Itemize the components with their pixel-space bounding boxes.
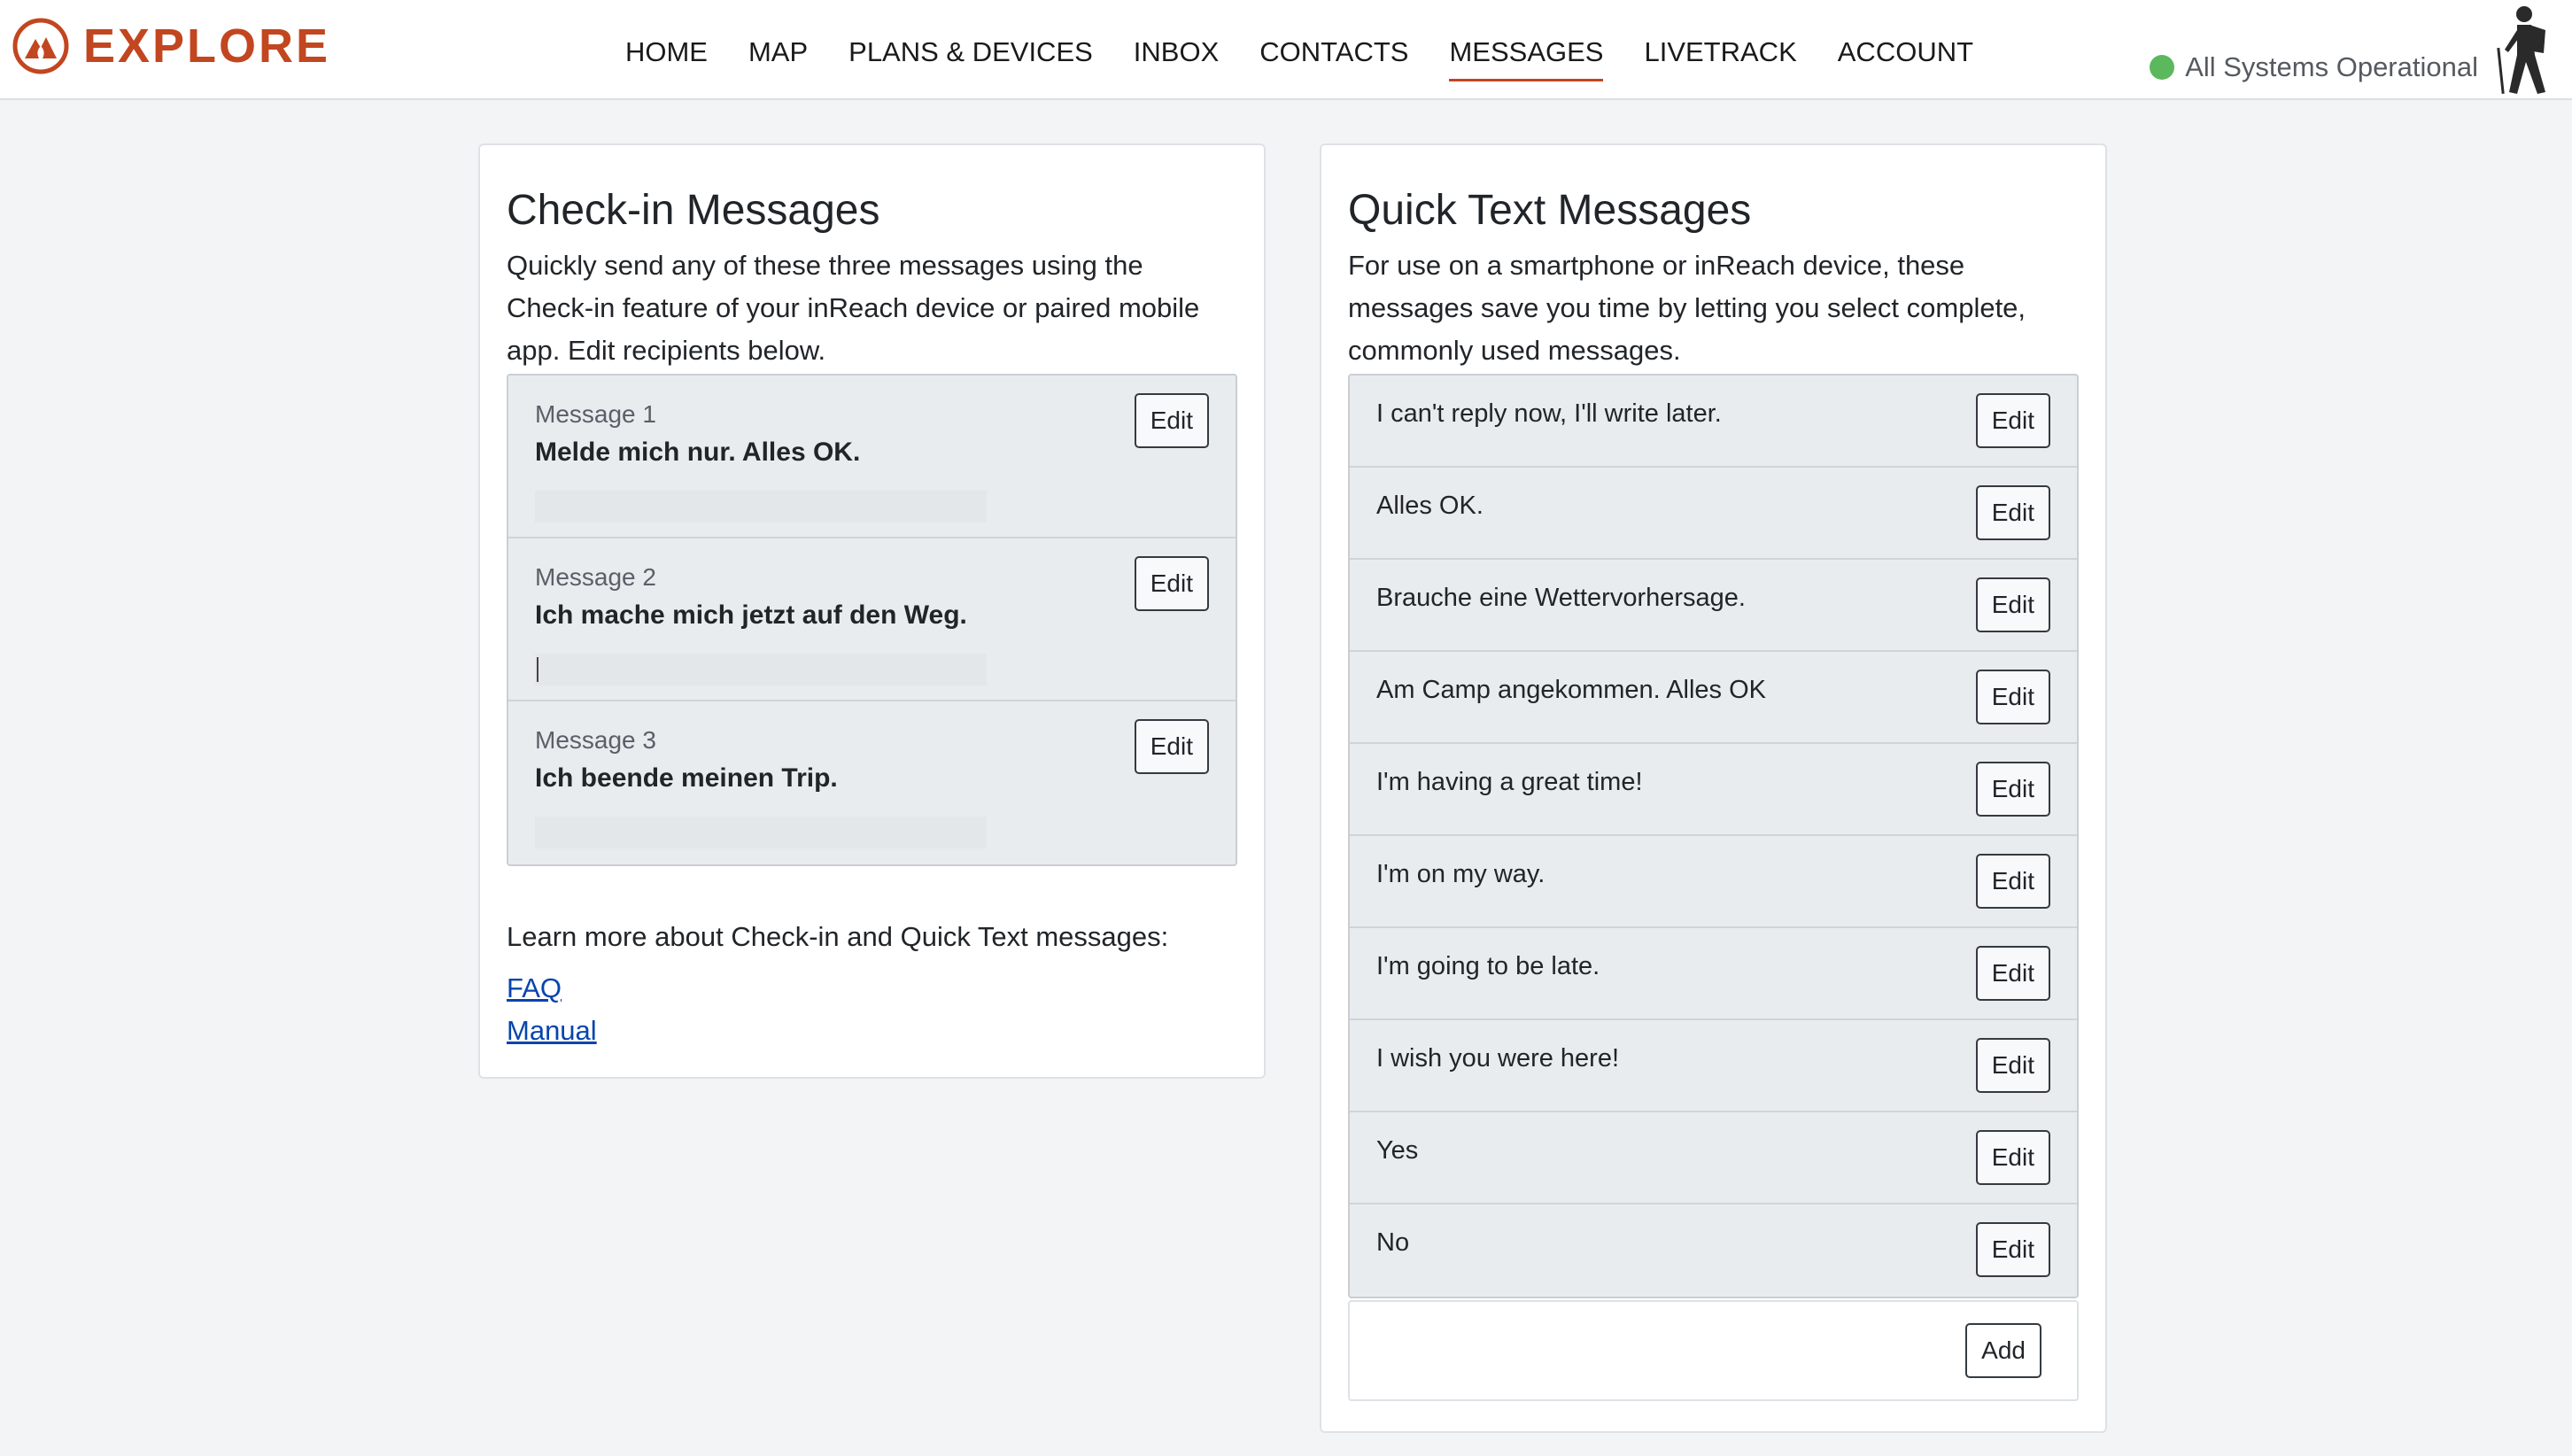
faq-link[interactable]: FAQ <box>507 972 562 1003</box>
list-item <box>1350 468 2077 560</box>
quick-text: Brauche eine Wettervorhersage. <box>1376 584 1746 612</box>
quick-text-messages-card <box>1320 143 2107 1433</box>
nav-messages[interactable]: MESSAGES <box>1449 32 1603 81</box>
list-item <box>1350 560 2077 652</box>
status-dot-icon <box>2150 55 2174 80</box>
checkin-text: Ich mache mich jetzt auf den Weg. <box>535 600 967 630</box>
recipients-field[interactable] <box>535 817 987 848</box>
logo-text: EXPLORE <box>83 19 331 73</box>
checkin-title: Check-in Messages <box>507 187 880 234</box>
edit-button[interactable]: Edit <box>1135 556 1209 611</box>
quick-text: Am Camp angekommen. Alles OK <box>1376 676 1767 704</box>
quick-text: I'm having a great time! <box>1376 768 1643 796</box>
add-button[interactable]: Add <box>1965 1323 2041 1378</box>
checkin-label: Message 3 <box>535 726 656 754</box>
quick-text: Yes <box>1376 1136 1419 1165</box>
recipients-field[interactable] <box>535 491 987 523</box>
list-item <box>1350 928 2077 1020</box>
edit-button[interactable]: Edit <box>1976 762 2050 817</box>
learn-more-text: Learn more about Check-in and Quick Text messages: <box>507 921 1169 952</box>
checkin-description: Quickly send any of these three messages using the Check-in feature of your inReach device or paired mobile app. Edit recipients below. <box>507 250 1200 366</box>
nav-home[interactable]: HOME <box>624 36 708 67</box>
checkin-label: Message 2 <box>535 563 656 591</box>
nav-plans-devices[interactable]: PLANS & DEVICES <box>848 36 1093 67</box>
checkin-label: Message 1 <box>535 400 656 428</box>
edit-button[interactable]: Edit <box>1976 854 2050 909</box>
edit-button[interactable]: Edit <box>1976 393 2050 448</box>
list-item <box>1350 652 2077 744</box>
nav-map[interactable]: MAP <box>748 36 809 67</box>
edit-button[interactable]: Edit <box>1976 670 2050 724</box>
nav-livetrack[interactable]: LIVETRACK <box>1644 36 1797 67</box>
list-item <box>1350 1020 2077 1112</box>
edit-button[interactable]: Edit <box>1135 393 1209 448</box>
edit-button[interactable]: Edit <box>1976 946 2050 1001</box>
quick-text: I can't reply now, I'll write later. <box>1376 399 1722 428</box>
text-cursor <box>537 657 538 682</box>
checkin-message-1 <box>508 376 1236 538</box>
nav-inbox[interactable]: INBOX <box>1133 36 1220 67</box>
quick-description: For use on a smartphone or inReach device, these messages save you time by letting you select complete, commonly used messages. <box>1348 250 2026 366</box>
top-header <box>0 0 2572 100</box>
edit-button[interactable]: Edit <box>1135 719 1209 774</box>
checkin-message-3 <box>508 701 1236 864</box>
edit-button[interactable]: Edit <box>1976 1130 2050 1185</box>
checkin-list <box>507 374 1237 866</box>
list-item <box>1350 836 2077 928</box>
checkin-text: Melde mich nur. Alles OK. <box>535 438 861 467</box>
quick-text: No <box>1376 1228 1410 1257</box>
recipients-field[interactable] <box>535 654 987 685</box>
quick-text: I'm on my way. <box>1376 860 1546 888</box>
edit-button[interactable]: Edit <box>1976 1222 2050 1277</box>
add-row <box>1348 1300 2079 1401</box>
edit-button[interactable]: Edit <box>1976 577 2050 632</box>
quick-text: I'm going to be late. <box>1376 952 1600 980</box>
nav-contacts[interactable]: CONTACTS <box>1259 36 1409 67</box>
system-status[interactable] <box>2150 51 2478 83</box>
checkin-messages-card <box>478 143 1266 1079</box>
nav-list <box>605 32 1994 85</box>
hiker-icon[interactable] <box>2491 4 2561 96</box>
manual-link[interactable]: Manual <box>507 1015 597 1046</box>
checkin-text: Ich beende meinen Trip. <box>535 763 838 793</box>
list-item <box>1350 1112 2077 1204</box>
checkin-message-2 <box>508 538 1236 701</box>
edit-button[interactable]: Edit <box>1976 485 2050 540</box>
list-item <box>1350 1204 2077 1297</box>
quick-text: I wish you were here! <box>1376 1044 1620 1073</box>
list-item <box>1350 376 2077 468</box>
quick-title: Quick Text Messages <box>1348 187 1752 234</box>
nav-account[interactable]: ACCOUNT <box>1837 36 1974 67</box>
list-item <box>1350 744 2077 836</box>
edit-button[interactable]: Edit <box>1976 1038 2050 1093</box>
quick-text: Alles OK. <box>1376 492 1484 520</box>
status-text: All Systems Operational <box>2185 51 2478 82</box>
quick-text-list <box>1348 374 2079 1298</box>
